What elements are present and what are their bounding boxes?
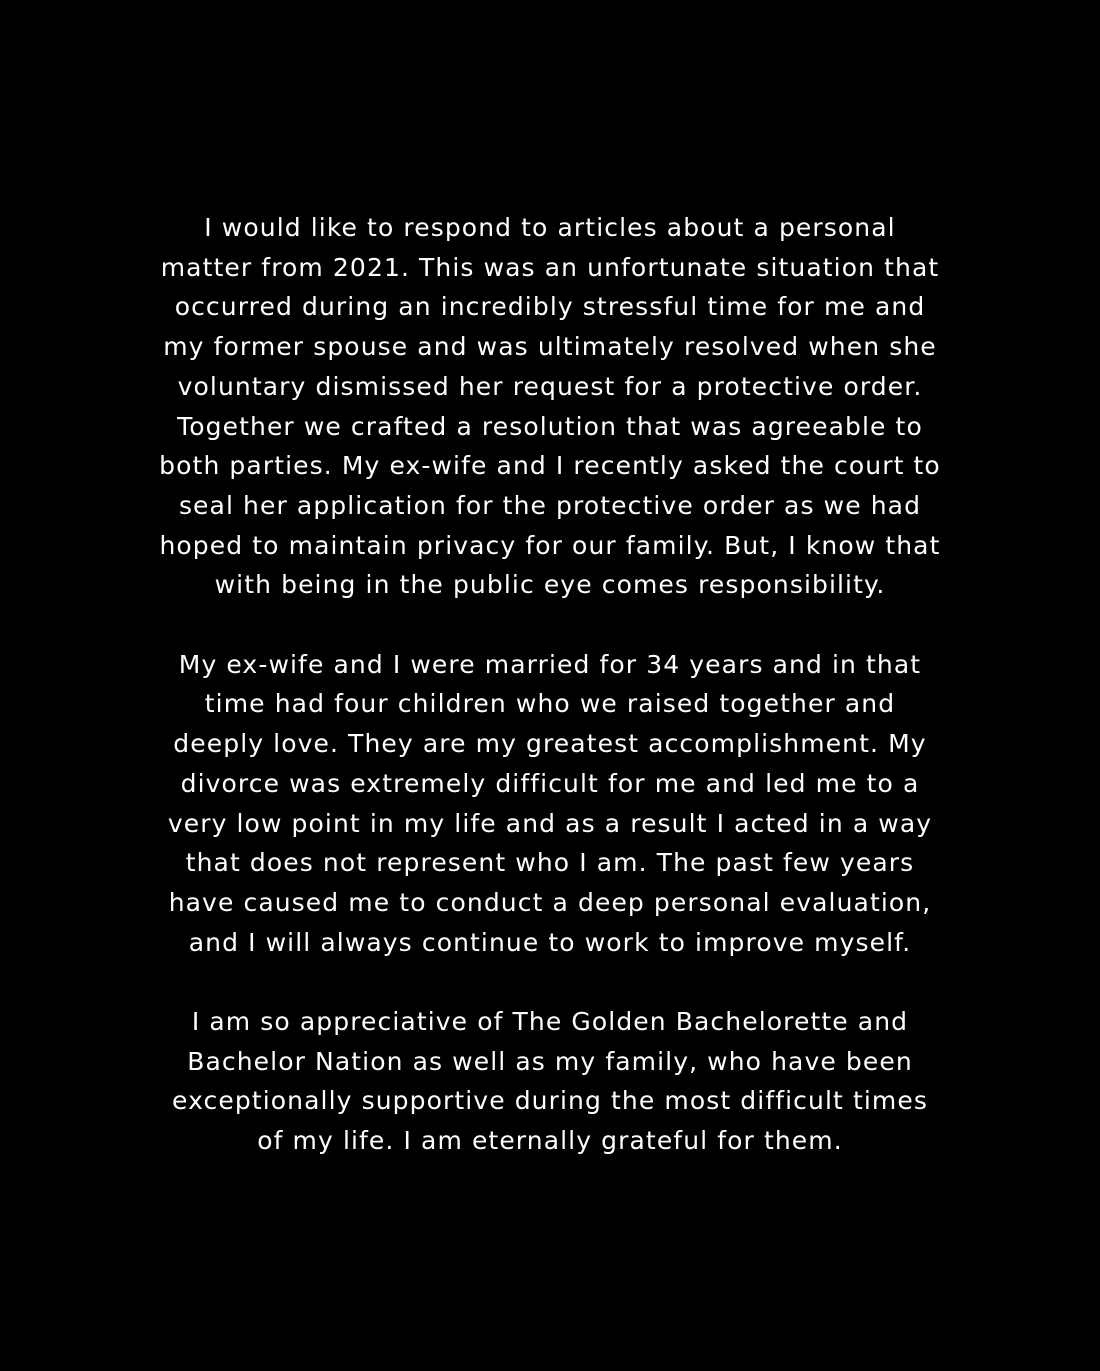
paragraph-1	[150, 208, 950, 605]
text-line: My ex-wife and I were married for 34 years and in that	[178, 649, 922, 679]
text-line: Bachelor Nation as well as my family, who have been	[187, 1046, 913, 1076]
text-line: divorce was extremely difficult for me and led me to a	[180, 768, 920, 798]
text-line: I am so appreciative of The Golden Bachelorette and	[191, 1007, 909, 1037]
text-line: my former spouse and was ultimately resolved when she	[163, 332, 937, 362]
text-line: have caused me to conduct a deep personal evaluation,	[168, 887, 932, 917]
text-line: very low point in my life and as a result I acted in a way	[167, 808, 933, 838]
text-line: seal her application for the protective order as we had	[178, 490, 922, 520]
text-line: both parties. My ex-wife and I recently asked the court to	[159, 451, 941, 481]
text-line: matter from 2021. This was an unfortunate situation that	[160, 252, 940, 282]
text-line: deeply love. They are my greatest accomplishment. My	[173, 729, 927, 759]
text-line: I would like to respond to articles about a personal	[204, 213, 896, 242]
text-line: hoped to maintain privacy for our family. But, I know that	[159, 530, 941, 560]
statement-text	[150, 208, 950, 1161]
text-line: of my life. I am eternally grateful for them.	[257, 1126, 843, 1156]
text-line: that does not represent who I am. The past few years	[185, 848, 915, 878]
paragraph-2	[150, 645, 950, 963]
text-line: time had four children who we raised together and	[204, 689, 896, 719]
text-line: voluntary dismissed her request for a protective order.	[177, 371, 923, 401]
text-line: exceptionally supportive during the most difficult times	[172, 1086, 928, 1116]
text-line: with being in the public eye comes responsibility.	[214, 570, 886, 600]
text-line: and I will always continue to work to improve myself.	[188, 927, 912, 957]
text-line: Together we crafted a resolution that was agreeable to	[177, 411, 923, 441]
paragraph-3	[150, 1002, 950, 1161]
text-line: occurred during an incredibly stressful time for me and	[174, 292, 926, 322]
